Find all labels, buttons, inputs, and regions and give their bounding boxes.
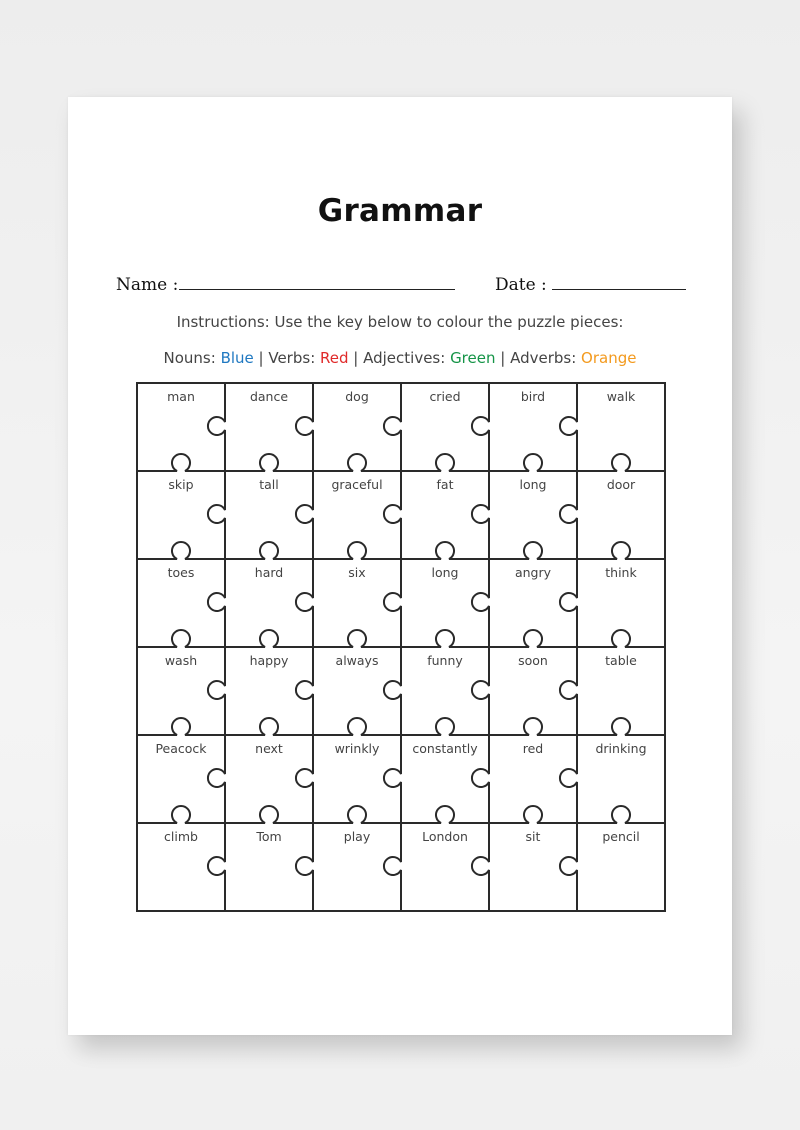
key-nouns-color: Blue [220,349,254,367]
key-separator: | [253,349,269,367]
puzzle-piece-word[interactable]: soon [518,653,548,668]
puzzle-piece-word[interactable]: dance [249,389,289,404]
puzzle-piece-word[interactable]: drinking [595,741,647,756]
puzzle-piece-word[interactable]: fat [436,477,454,492]
key-adjectives-label: Adjectives: [363,349,451,367]
puzzle-piece-word[interactable]: table [605,653,637,668]
name-field [116,275,178,295]
key-verbs-color: Red [320,349,349,367]
puzzle-piece-word[interactable]: graceful [331,477,383,492]
puzzle-piece-word[interactable]: door [606,477,636,492]
puzzle-piece-word[interactable]: wrinkly [334,741,380,756]
puzzle-piece-word[interactable]: angry [514,565,552,580]
puzzle-piece-word[interactable]: London [422,829,468,844]
puzzle-piece-word[interactable]: happy [249,653,289,668]
puzzle-piece-word[interactable]: play [343,829,371,844]
key-separator: | [348,349,364,367]
colour-key [68,349,732,367]
key-adverbs-label: Adverbs: [510,349,582,367]
puzzle-piece-word[interactable]: six [348,565,366,580]
jigsaw-puzzle [136,382,666,916]
date-field [495,275,547,295]
puzzle-piece-word[interactable]: bird [520,389,546,404]
puzzle-piece-word[interactable]: sit [525,829,541,844]
key-verbs-label: Verbs: [268,349,321,367]
puzzle-piece-word[interactable]: constantly [412,741,478,756]
puzzle-piece-word[interactable]: walk [606,389,636,404]
worksheet-page [68,97,732,1035]
puzzle-piece-word[interactable]: long [431,565,459,580]
puzzle-piece-word[interactable]: pencil [602,829,640,844]
key-nouns-label: Nouns: [163,349,221,367]
page-title: Grammar [317,193,483,229]
puzzle-piece-word[interactable]: next [255,741,283,756]
puzzle-piece-word[interactable]: dog [345,389,369,404]
puzzle-piece-word[interactable]: hard [254,565,284,580]
puzzle-piece-word[interactable]: Tom [256,829,282,844]
puzzle-piece-word[interactable]: climb [164,829,198,844]
instructions-text: Instructions: Use the key below to colour the puzzle pieces: [176,313,624,331]
name-blank-line[interactable] [179,289,455,290]
puzzle-piece-word[interactable]: funny [427,653,463,668]
key-separator: | [495,349,511,367]
puzzle-piece-word[interactable]: skip [168,477,194,492]
puzzle-piece-word[interactable]: toes [167,565,195,580]
date-blank-line[interactable] [552,289,686,290]
puzzle-piece-word[interactable]: man [167,389,195,404]
key-adverbs-color: Orange [581,349,637,367]
puzzle-piece-word[interactable]: think [605,565,637,580]
key-adjectives-color: Green [450,349,496,367]
puzzle-piece-word[interactable]: wash [164,653,198,668]
puzzle-piece-word[interactable]: tall [259,477,279,492]
name-label: Name : [116,275,179,295]
puzzle-piece-word[interactable]: cried [429,389,461,404]
puzzle-piece-word[interactable]: Peacock [155,741,207,756]
puzzle-piece-word[interactable]: long [519,477,547,492]
puzzle-piece-word[interactable]: red [522,741,544,756]
date-label: Date : [495,275,547,295]
puzzle-piece-word[interactable]: always [335,653,379,668]
